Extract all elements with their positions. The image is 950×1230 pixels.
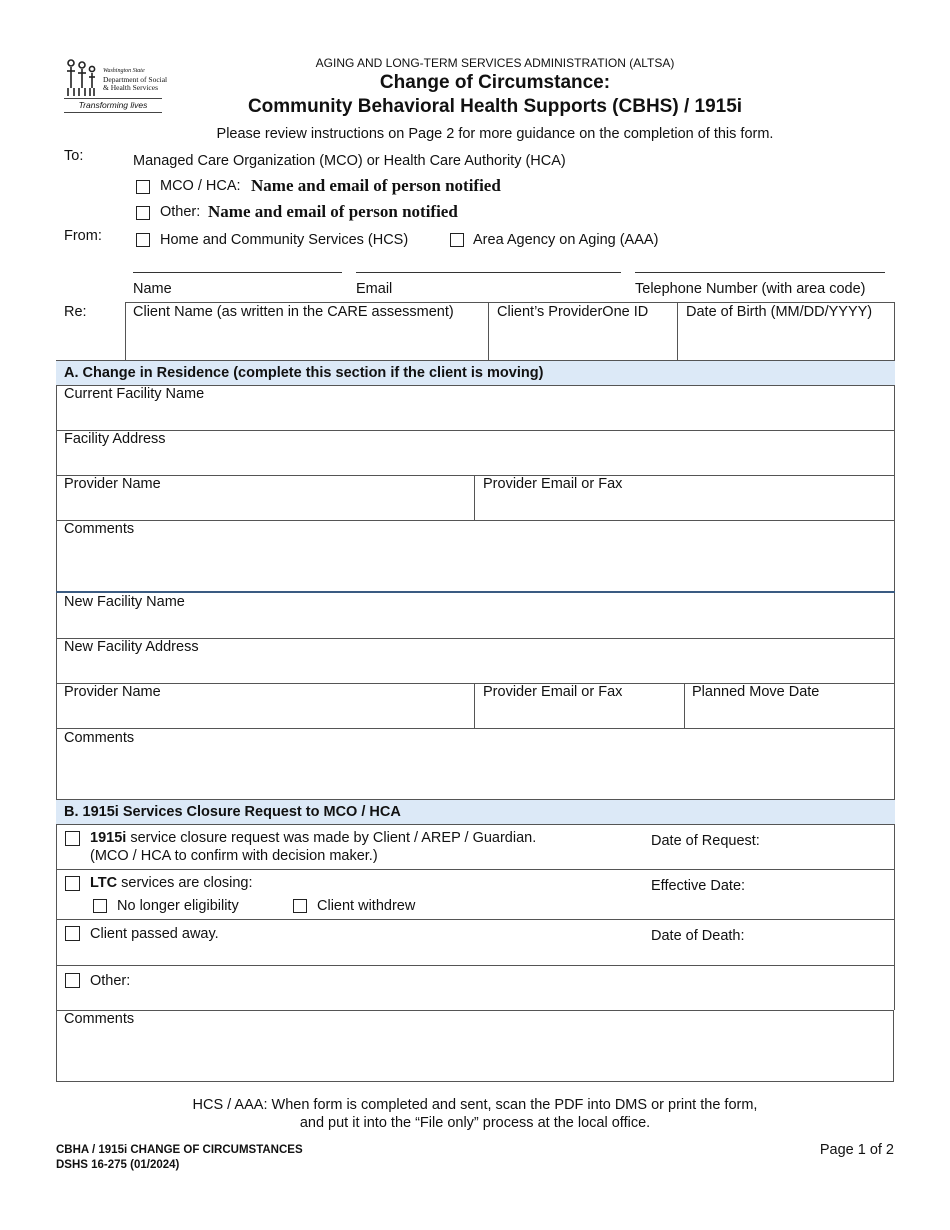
client-passed-checkbox[interactable] bbox=[65, 926, 80, 941]
aaa-checkbox[interactable] bbox=[450, 233, 464, 247]
dob-field[interactable]: Date of Birth (MM/DD/YYYY) bbox=[686, 304, 873, 320]
hcs-label: Home and Community Services (HCS) bbox=[160, 232, 409, 248]
comments-new-field[interactable]: Comments bbox=[64, 730, 135, 746]
date-of-death-field[interactable]: Date of Death: bbox=[651, 928, 745, 944]
from-label: From: bbox=[64, 228, 102, 244]
logo-state: Washington State bbox=[103, 68, 145, 74]
provider-name-field[interactable]: Provider Name bbox=[64, 476, 161, 492]
ltc-closing-label: LTC services are closing: bbox=[90, 875, 253, 891]
form-title-line1: Change of Circumstance: bbox=[379, 72, 611, 93]
new-provider-email-fax-field[interactable]: Provider Email or Fax bbox=[483, 684, 623, 700]
new-facility-address-field[interactable]: New Facility Address bbox=[64, 639, 199, 655]
form-title-line2: Community Behavioral Health Supports (CBHS) / 1915i bbox=[247, 96, 743, 117]
section-b-comments-box[interactable] bbox=[56, 1010, 894, 1082]
phone-field-label: Telephone Number (with area code) bbox=[635, 281, 866, 297]
logo-dept-line2: & Health Services bbox=[103, 83, 158, 92]
section-a-frame bbox=[56, 360, 895, 800]
comments-current-field[interactable]: Comments bbox=[64, 521, 135, 537]
agency-name: AGING AND LONG-TERM SERVICES ADMINISTRATION (ALTSA) bbox=[315, 56, 675, 70]
1915i-closure-note: (MCO / HCA to confirm with decision maker.) bbox=[90, 848, 378, 864]
client-passed-label: Client passed away. bbox=[90, 926, 219, 942]
new-facility-name-field[interactable]: New Facility Name bbox=[64, 594, 185, 610]
facility-address-field[interactable]: Facility Address bbox=[64, 431, 166, 447]
other-recipient-hint[interactable]: Name and email of person notified bbox=[208, 202, 458, 221]
footer-form-title: CBHA / 1915i CHANGE OF CIRCUMSTANCES bbox=[56, 1144, 303, 1156]
phone-field-line[interactable] bbox=[635, 272, 885, 273]
date-of-request-field[interactable]: Date of Request: bbox=[651, 833, 760, 849]
no-longer-eligible-label: No longer eligibility bbox=[117, 898, 239, 914]
page-number: Page 1 of 2 bbox=[819, 1142, 894, 1158]
mco-hca-hint[interactable]: Name and email of person notified bbox=[251, 176, 501, 195]
email-field-line[interactable] bbox=[356, 272, 621, 273]
provider-one-id-field[interactable]: Client’s ProviderOne ID bbox=[497, 304, 649, 320]
1915i-closure-label: 1915i service closure request was made by Client / AREP / Guardian. bbox=[90, 830, 537, 846]
name-field-label: Name bbox=[133, 281, 172, 297]
instructions-note: Please review instructions on Page 2 for more guidance on the completion of this form. bbox=[216, 126, 774, 142]
email-field-label: Email bbox=[356, 281, 393, 297]
section-b-heading: B. 1915i Services Closure Request to MCO / HCA bbox=[56, 799, 895, 825]
logo-tagline: Transforming lives bbox=[78, 100, 148, 110]
hcs-checkbox[interactable] bbox=[136, 233, 150, 247]
ltc-closing-checkbox[interactable] bbox=[65, 876, 80, 891]
aaa-label: Area Agency on Aging (AAA) bbox=[473, 232, 659, 248]
section-b-comments-label: Comments bbox=[64, 1011, 135, 1027]
footer-note-line1: HCS / AAA: When form is completed and sent, scan the PDF into DMS or print the form, bbox=[192, 1097, 758, 1113]
to-description: Managed Care Organization (MCO) or Health Care Authority (HCA) bbox=[133, 153, 566, 169]
re-label: Re: bbox=[64, 304, 87, 320]
planned-move-date-field[interactable]: Planned Move Date bbox=[692, 684, 820, 700]
name-field-line[interactable] bbox=[133, 272, 342, 273]
other-closure-label[interactable]: Other: bbox=[90, 973, 131, 989]
client-withdrew-label: Client withdrew bbox=[317, 898, 416, 914]
no-longer-eligible-checkbox[interactable] bbox=[93, 899, 107, 913]
logo-dept-line1: Department of Social bbox=[103, 75, 168, 84]
current-facility-name-field[interactable]: Current Facility Name bbox=[64, 386, 205, 402]
client-withdrew-checkbox[interactable] bbox=[293, 899, 307, 913]
effective-date-field[interactable]: Effective Date: bbox=[651, 878, 746, 894]
1915i-closure-checkbox[interactable] bbox=[65, 831, 80, 846]
footer-form-number: DSHS 16-275 (01/2024) bbox=[56, 1159, 180, 1171]
new-provider-name-field[interactable]: Provider Name bbox=[64, 684, 161, 700]
other-closure-checkbox[interactable] bbox=[65, 973, 80, 988]
other-recipient-checkbox[interactable] bbox=[136, 206, 150, 220]
other-recipient-label: Other: bbox=[160, 204, 201, 220]
to-label: To: bbox=[64, 148, 84, 164]
footer-note-line2: and put it into the “File only” process at the local office. bbox=[299, 1115, 651, 1131]
section-a-heading: A. Change in Residence (complete this section if the client is moving) bbox=[56, 360, 895, 386]
mco-hca-checkbox[interactable] bbox=[136, 180, 150, 194]
provider-email-fax-field[interactable]: Provider Email or Fax bbox=[483, 476, 623, 492]
mco-hca-label: MCO / HCA: bbox=[160, 178, 241, 194]
client-name-field[interactable]: Client Name (as written in the CARE assessment) bbox=[133, 304, 454, 320]
